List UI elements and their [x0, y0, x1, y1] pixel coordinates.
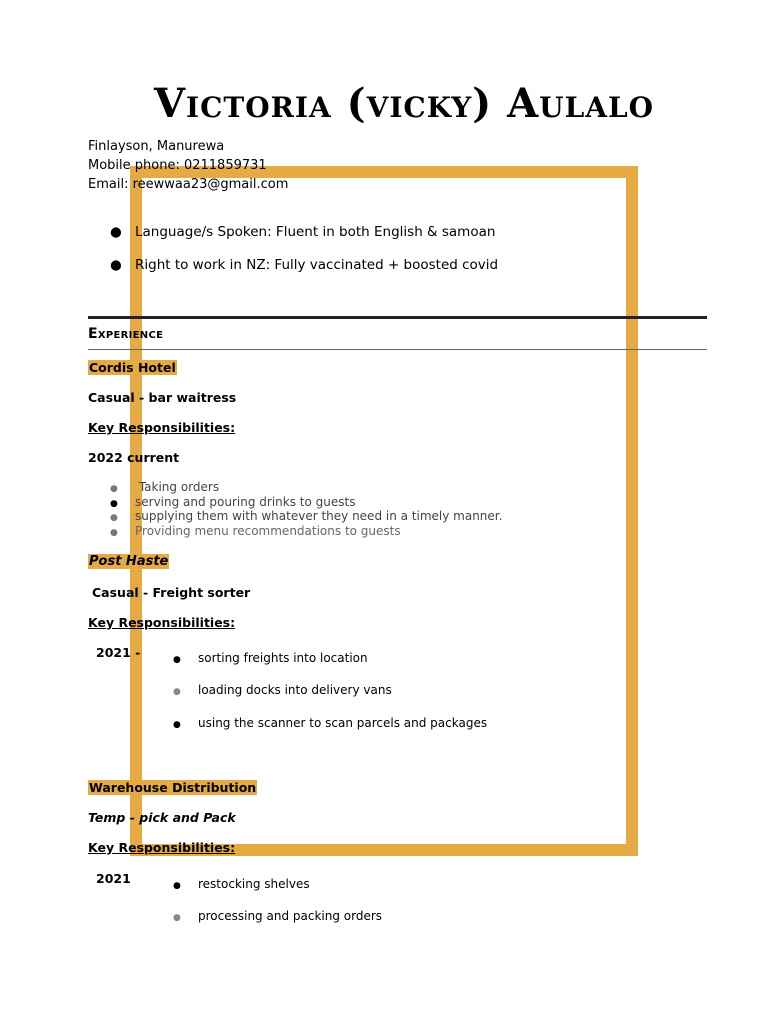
location-text: Finlayson, Manurewa	[88, 139, 225, 154]
bullet-dot-icon: ●	[110, 499, 118, 509]
responsibilities-label: Key Responsibilities:	[88, 840, 236, 855]
summary-bullet	[110, 224, 495, 240]
bullet-dot-icon: ●	[110, 484, 118, 494]
candidate-name: Victoria (vicky) Aulalo	[154, 80, 655, 127]
section-divider-thick	[88, 316, 707, 319]
job-role: Temp - pick and Pack	[88, 810, 236, 825]
summary-bullet	[110, 257, 498, 273]
bullet-dot-icon: ●	[110, 257, 122, 273]
job-dates: 2021 -	[96, 645, 141, 660]
bullet-dot-icon: ●	[173, 687, 181, 697]
bullet-dot-icon: ●	[173, 655, 181, 665]
duty-item: ● using the scanner to scan parcels and packages	[173, 716, 488, 730]
employer-name: Post Haste	[89, 554, 169, 569]
bullet-dot-icon: ●	[110, 513, 118, 523]
section-title-experience: Experience	[88, 326, 164, 342]
bullet-dot-icon: ●	[110, 224, 122, 240]
job-dates: 2022 current	[88, 450, 180, 465]
duty-item: ● loading docks into delivery vans	[173, 683, 392, 697]
section-divider-thin	[88, 349, 707, 350]
summary-bullet-text: Language/s Spoken: Fluent in both English & samoan	[135, 224, 496, 240]
employer-name: Cordis Hotel	[89, 360, 176, 375]
employer-name: Warehouse Distribution	[89, 780, 257, 795]
duty-item: ● serving and pouring drinks to guests	[110, 495, 355, 512]
duty-item: ● Providing menu recommendations to guests	[110, 524, 401, 541]
bullet-dot-icon: ●	[173, 881, 181, 891]
duty-item: ● Taking orders	[110, 480, 219, 497]
job-role: Casual - bar waitress	[88, 390, 237, 405]
bullet-dot-icon: ●	[173, 720, 181, 730]
summary-bullet-text: Right to work in NZ: Fully vaccinated + boosted covid	[135, 257, 499, 273]
phone-text: Mobile phone: 0211859731	[88, 158, 267, 173]
job-dates: 2021	[96, 871, 131, 886]
job-role: Casual - Freight sorter	[92, 585, 251, 600]
duty-item: ● restocking shelves	[173, 877, 310, 891]
responsibilities-label: Key Responsibilities:	[88, 615, 236, 630]
duty-item: ● sorting freights into location	[173, 651, 368, 665]
responsibilities-label: Key Responsibilities:	[88, 420, 236, 435]
duty-item: ● supplying them with whatever they need in a timely manner.	[110, 509, 502, 526]
bullet-dot-icon: ●	[173, 913, 181, 923]
email-text: Email: reewwaa23@gmail.com	[88, 177, 289, 192]
bullet-dot-icon: ●	[110, 528, 118, 538]
duty-item: ● processing and packing orders	[173, 909, 383, 923]
